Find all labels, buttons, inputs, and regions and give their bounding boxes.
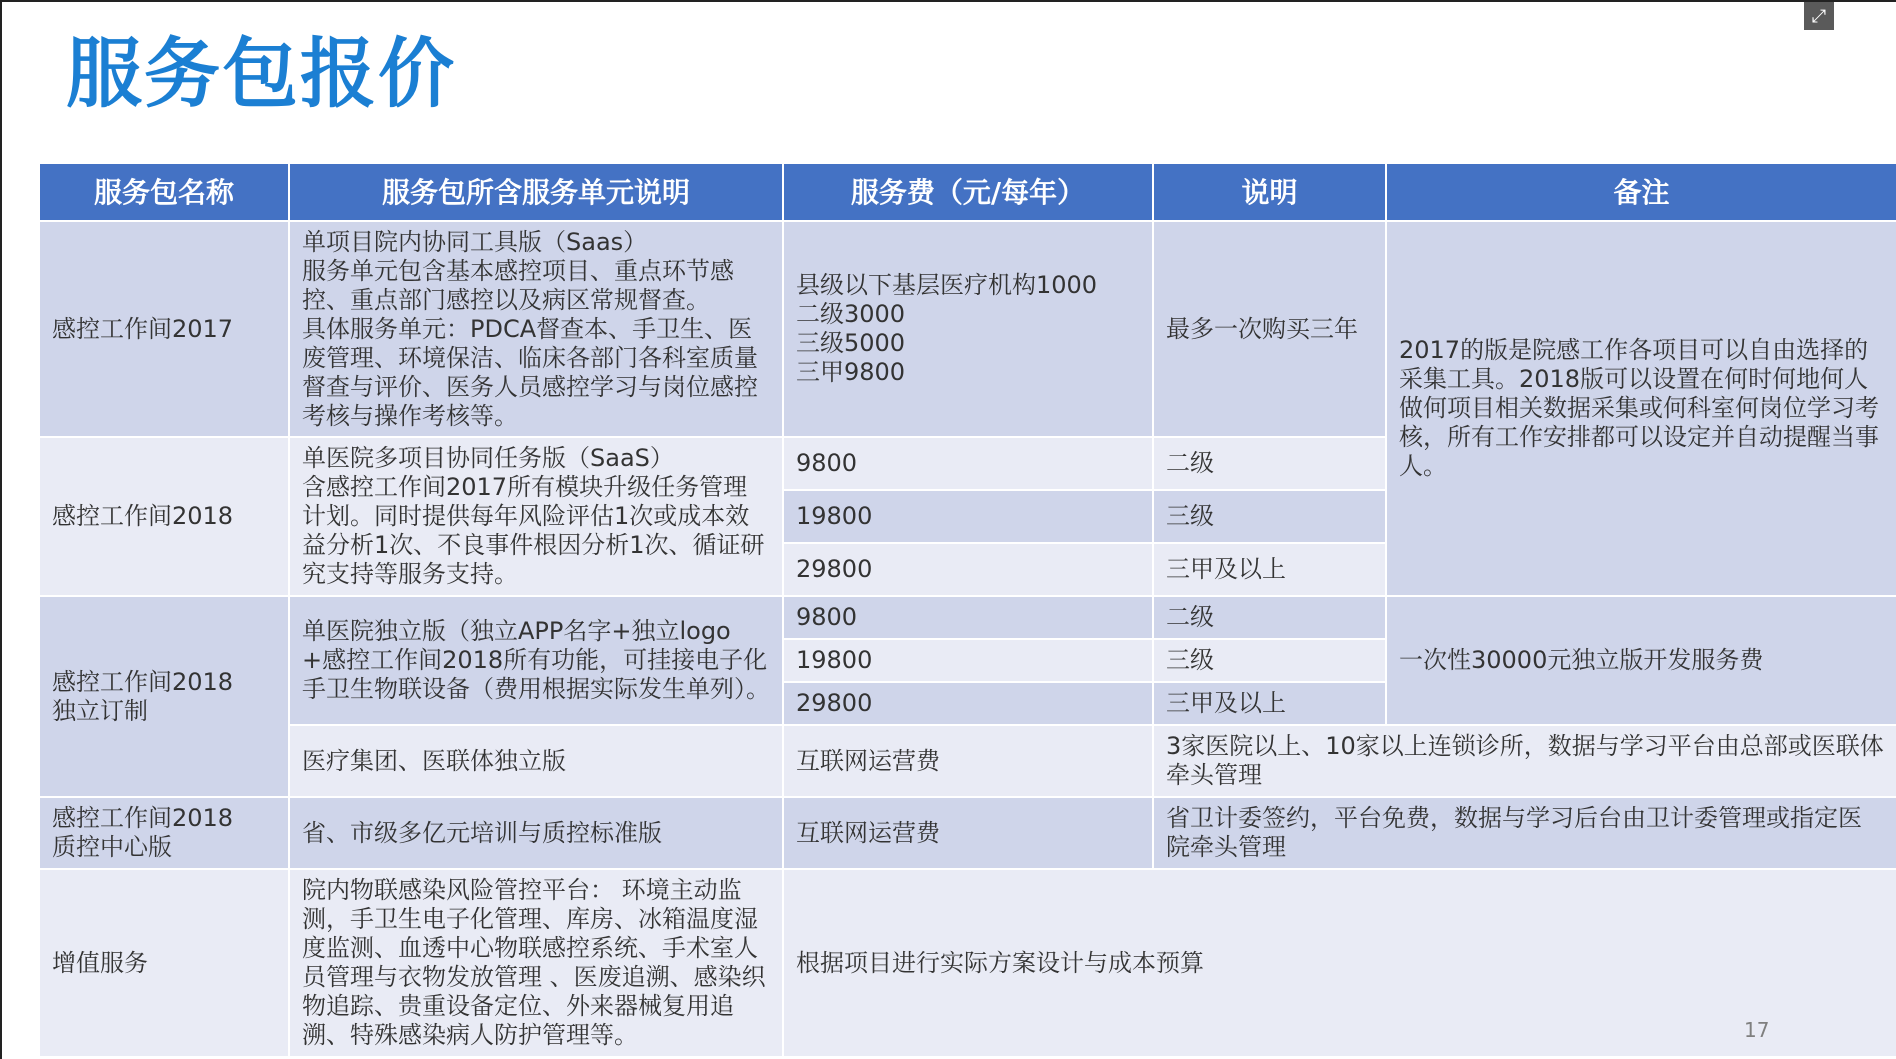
slide-top-border [0, 0, 1896, 2]
fee-2018-tier-2: 19800 [783, 490, 1153, 543]
header-description: 说明 [1153, 163, 1386, 221]
package-name-qc-center: 感控工作间2018 质控中心版 [39, 797, 289, 869]
remark-standalone: 一次性30000元独立版开发服务费 [1386, 596, 1896, 725]
fee-standalone-tier-2: 19800 [783, 639, 1153, 682]
expand-button[interactable] [1804, 2, 1834, 30]
expand-icon: ⤢ [1811, 5, 1827, 27]
fee-standalone-tier-3: 29800 [783, 682, 1153, 725]
service-desc-group: 医疗集团、医联体独立版 [289, 725, 783, 797]
table-row [39, 869, 1896, 1057]
note-2018-tier-3: 三甲及以上 [1153, 543, 1386, 596]
service-desc-2018: 单医院多项目协同任务版（SaaS） 含感控工作间2017所有模块升级任务管理计划。同时提供每年风险评估1次或成本效益分析1次、不良事件根因分析1次、循证研究支持等服务支持。 [289, 437, 783, 596]
service-desc-2018-standalone: 单医院独立版（独立APP名字+独立logo+感控工作间2018所有功能，可挂接电子化手卫生物联设备（费用根据实际发生单列）。 [289, 596, 783, 725]
pricing-table [38, 162, 1896, 1058]
note-qc-center: 省卫计委签约，平台免费，数据与学习后台由卫计委管理或指定医院牵头管理 [1153, 797, 1896, 869]
page-title: 服务包报价 [66, 29, 456, 118]
note-standalone-tier-3: 三甲及以上 [1153, 682, 1386, 725]
header-service-fee: 服务费（元/每年） [783, 163, 1153, 221]
note-2017: 最多一次购买三年 [1153, 221, 1386, 437]
table-row [39, 725, 1896, 797]
table-row [39, 797, 1896, 869]
service-fee-2017: 县级以下基层医疗机构1000 二级3000 三级5000 三甲9800 [783, 221, 1153, 437]
slide-left-border [0, 0, 2, 1059]
service-desc-qc-center: 省、市级多亿元培训与质控标准版 [289, 797, 783, 869]
note-standalone-tier-1: 二级 [1153, 596, 1386, 639]
header-remark: 备注 [1386, 163, 1896, 221]
package-name-2018-standalone: 感控工作间2018 独立订制 [39, 596, 289, 797]
package-name-value-added: 增值服务 [39, 869, 289, 1057]
service-desc-value-added: 院内物联感染风险管控平台： 环境主动监测，手卫生电子化管理、库房、冰箱温度湿度监测、血透中心物联感控系统、手术室人员管理与衣物发放管理 、医废追溯、感染织物追踪、贵重设备定位、外来器械复用追溯、特殊感染病人防护管理等。 [289, 869, 783, 1057]
table-header-row [39, 163, 1896, 221]
fee-2018-tier-3: 29800 [783, 543, 1153, 596]
fee-value-added: 根据项目进行实际方案设计与成本预算 [783, 869, 1896, 1057]
page-number: 17 [1744, 1018, 1770, 1042]
header-package-name: 服务包名称 [39, 163, 289, 221]
fee-standalone-tier-1: 9800 [783, 596, 1153, 639]
header-service-units: 服务包所含服务单元说明 [289, 163, 783, 221]
note-standalone-tier-2: 三级 [1153, 639, 1386, 682]
table-row [39, 221, 1896, 437]
fee-2018-tier-1: 9800 [783, 437, 1153, 490]
package-name-2017: 感控工作间2017 [39, 221, 289, 437]
service-desc-2017: 单项目院内协同工具版（Saas） 服务单元包含基本感控项目、重点环节感控、重点部门感控以及病区常规督查。 具体服务单元：PDCA督查本、手卫生、医废管理、环境保洁、临床各部门各科室质量督查与评价、医务人员感控学习与岗位感控考核与操作考核等。 [289, 221, 783, 437]
fee-group: 互联网运营费 [783, 725, 1153, 797]
note-2018-tier-1: 二级 [1153, 437, 1386, 490]
note-2018-tier-2: 三级 [1153, 490, 1386, 543]
fee-qc-center: 互联网运营费 [783, 797, 1153, 869]
remark-2017-2018: 2017的版是院感工作各项目可以自由选择的采集工具。2018版可以设置在何时何地何人做何项目相关数据采集或何科室何岗位学习考核，所有工作安排都可以设定并自动提醒当事人。 [1386, 221, 1896, 596]
package-name-2018: 感控工作间2018 [39, 437, 289, 596]
table-row [39, 596, 1896, 639]
note-group: 3家医院以上、10家以上连锁诊所，数据与学习平台由总部或医联体牵头管理 [1153, 725, 1896, 797]
